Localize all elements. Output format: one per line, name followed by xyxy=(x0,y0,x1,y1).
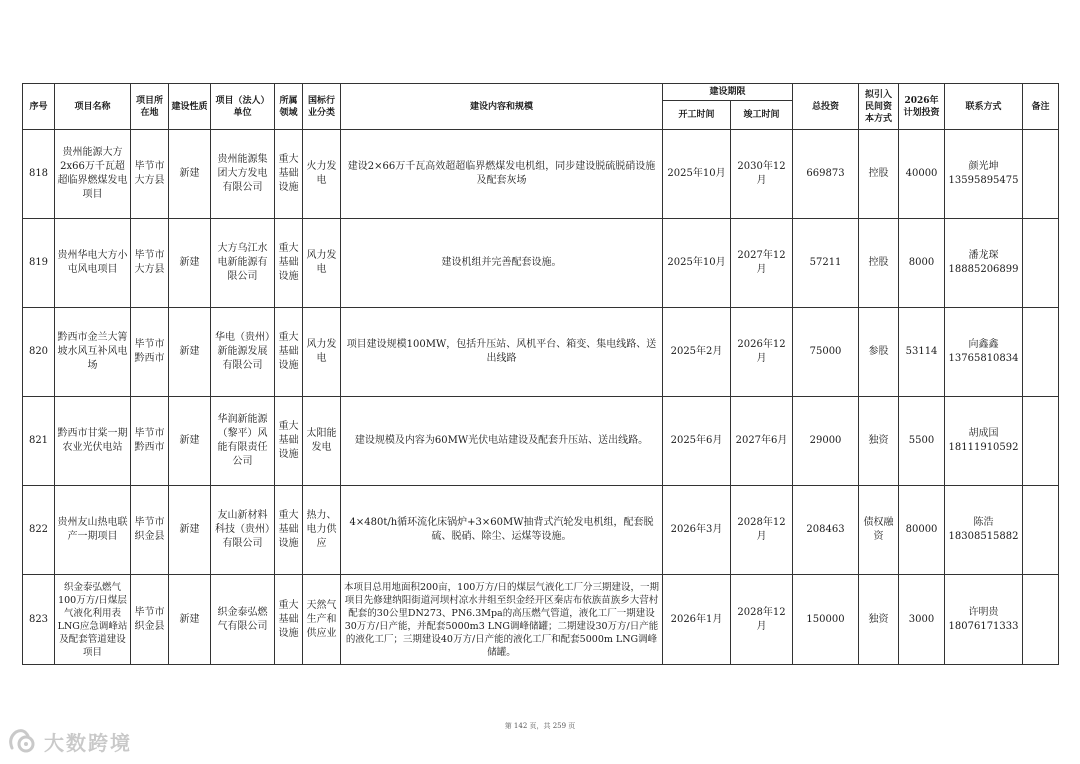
contact-name: 胡成国 xyxy=(968,428,999,439)
cell-remark xyxy=(1023,308,1059,397)
watermark xyxy=(6,726,132,756)
contact-name: 颜光坤 xyxy=(968,161,999,172)
header-location: 项目所在地 xyxy=(131,84,169,130)
cell-start: 2025年10月 xyxy=(663,219,731,308)
contact-name: 潘龙琛 xyxy=(968,250,999,261)
cell-content: 建设规模及内容为60MW光伏电站建设及配套升压站、送出线路。 xyxy=(341,397,663,486)
cell-end: 2028年12月 xyxy=(731,575,793,665)
cell-field: 重大基础设施 xyxy=(275,575,303,665)
cell-nature: 新建 xyxy=(169,397,211,486)
header-field: 所属领域 xyxy=(275,84,303,130)
cell-remark xyxy=(1023,130,1059,219)
header-row-1 xyxy=(23,84,1059,101)
header-nature: 建设性质 xyxy=(169,84,211,130)
cell-remark xyxy=(1023,219,1059,308)
cell-start: 2025年6月 xyxy=(663,397,731,486)
cell-field: 重大基础设施 xyxy=(275,397,303,486)
header-seq: 序号 xyxy=(23,84,55,130)
cell-location: 毕节市织金县 xyxy=(131,575,169,665)
table-row xyxy=(23,130,1059,219)
cell-name: 黔西市金兰大箐坡水风互补风电场 xyxy=(55,308,131,397)
cell-invest: 150000 xyxy=(793,575,859,665)
cell-contact xyxy=(945,308,1023,397)
header-start: 开工时间 xyxy=(663,101,731,130)
cell-nature: 新建 xyxy=(169,575,211,665)
cell-content: 建设机组并完善配套设施。 xyxy=(341,219,663,308)
cell-field: 重大基础设施 xyxy=(275,308,303,397)
cell-end: 2028年12月 xyxy=(731,486,793,575)
cell-contact xyxy=(945,130,1023,219)
cell-plan2026: 40000 xyxy=(899,130,945,219)
cell-private: 控股 xyxy=(859,130,899,219)
cell-private: 参股 xyxy=(859,308,899,397)
cell-field: 重大基础设施 xyxy=(275,219,303,308)
cell-unit: 华电（贵州）新能源发展有限公司 xyxy=(211,308,275,397)
cell-start: 2025年2月 xyxy=(663,308,731,397)
cell-seq: 823 xyxy=(23,575,55,665)
cell-invest: 29000 xyxy=(793,397,859,486)
header-private: 拟引入民间资本方式 xyxy=(859,84,899,130)
cell-unit: 友山新材料科技（贵州）有限公司 xyxy=(211,486,275,575)
cell-contact xyxy=(945,486,1023,575)
contact-name: 向鑫鑫 xyxy=(968,339,999,350)
cell-unit: 贵州能源集团大方发电有限公司 xyxy=(211,130,275,219)
cell-content: 项目建设规模100MW，包括升压站、风机平台、箱变、集电线路、送出线路 xyxy=(341,308,663,397)
cell-private: 控股 xyxy=(859,219,899,308)
cell-nature: 新建 xyxy=(169,486,211,575)
cell-invest: 75000 xyxy=(793,308,859,397)
cell-industry: 太阳能发电 xyxy=(303,397,341,486)
cell-private: 债权融资 xyxy=(859,486,899,575)
cell-seq: 822 xyxy=(23,486,55,575)
cell-location: 毕节市大方县 xyxy=(131,130,169,219)
header-industry: 国标行业分类 xyxy=(303,84,341,130)
cell-end: 2030年12月 xyxy=(731,130,793,219)
cell-nature: 新建 xyxy=(169,130,211,219)
cell-content: 4×480t/h循环流化床锅炉+3×60MW抽背式汽轮发电机组，配套脱硫、脱硝、除尘、运煤等设施。 xyxy=(341,486,663,575)
cell-seq: 819 xyxy=(23,219,55,308)
table-row xyxy=(23,308,1059,397)
cell-nature: 新建 xyxy=(169,219,211,308)
header-contact: 联系方式 xyxy=(945,84,1023,130)
cell-location: 毕节市黔西市 xyxy=(131,308,169,397)
header-remark: 备注 xyxy=(1023,84,1059,130)
cell-location: 毕节市织金县 xyxy=(131,486,169,575)
cell-unit: 大方乌江水电新能源有限公司 xyxy=(211,219,275,308)
cell-industry: 火力发电 xyxy=(303,130,341,219)
header-invest: 总投资 xyxy=(793,84,859,130)
cell-end: 2026年12月 xyxy=(731,308,793,397)
contact-name: 陈浩 xyxy=(973,517,994,528)
cell-plan2026: 53114 xyxy=(899,308,945,397)
cell-plan2026: 8000 xyxy=(899,219,945,308)
contact-name: 许明贵 xyxy=(968,606,999,618)
cell-remark xyxy=(1023,397,1059,486)
contact-phone: 13765810834 xyxy=(948,353,1019,364)
header-name: 项目名称 xyxy=(55,84,131,130)
cell-nature: 新建 xyxy=(169,308,211,397)
header-unit: 项目（法人）单位 xyxy=(211,84,275,130)
cell-remark xyxy=(1023,486,1059,575)
contact-phone: 18111910592 xyxy=(948,442,1019,453)
cell-contact xyxy=(945,575,1023,665)
cell-industry: 天然气生产和供应业 xyxy=(303,575,341,665)
table-row xyxy=(23,486,1059,575)
project-table xyxy=(22,83,1059,665)
contact-phone: 18885206899 xyxy=(948,264,1019,275)
cell-seq: 820 xyxy=(23,308,55,397)
contact-phone: 18076171333 xyxy=(948,620,1019,632)
cell-plan2026: 80000 xyxy=(899,486,945,575)
cell-remark xyxy=(1023,575,1059,665)
cell-industry: 热力、电力供应 xyxy=(303,486,341,575)
cell-unit: 织金泰弘燃气有限公司 xyxy=(211,575,275,665)
contact-phone: 13595895475 xyxy=(948,175,1019,186)
header-plan2026: 2026年计划投资 xyxy=(899,84,945,130)
cell-contact xyxy=(945,219,1023,308)
table-row xyxy=(23,219,1059,308)
cell-start: 2026年3月 xyxy=(663,486,731,575)
cell-seq: 821 xyxy=(23,397,55,486)
header-content: 建设内容和规模 xyxy=(341,84,663,130)
cell-field: 重大基础设施 xyxy=(275,130,303,219)
watermark-text: 大数跨境 xyxy=(44,730,132,755)
cell-content: 本项目总用地面积200亩，100万方/日的煤层气液化工厂分三期建设，一期项目先修建纳阳街道河坝村凉水井组至织金经开区秦店布依族苗族乡大营村配套的30公里DN273、PN6.3Mpa的高压燃气管道，液化工厂一期建设30万方/日产能，并配套5000m3 LNG调峰储罐；二期建设30万方/日产能的液化工厂；三期建设40万方/日产能的液化工厂和配套5000m LNG调峰储罐。 xyxy=(341,575,663,665)
cell-industry: 风力发电 xyxy=(303,219,341,308)
cell-private: 独资 xyxy=(859,397,899,486)
cell-field: 重大基础设施 xyxy=(275,486,303,575)
cell-industry: 风力发电 xyxy=(303,308,341,397)
cell-plan2026: 5500 xyxy=(899,397,945,486)
cell-location: 毕节市大方县 xyxy=(131,219,169,308)
cell-name: 织金泰弘燃气100万方/日煤层气液化利用表LNG应急调峰站及配套管道建设项目 xyxy=(55,575,131,665)
cell-name: 贵州能源大方2x66万千瓦超超临界燃煤发电项目 xyxy=(55,130,131,219)
cell-end: 2027年12月 xyxy=(731,219,793,308)
cell-name: 贵州友山热电联产一期项目 xyxy=(55,486,131,575)
cell-start: 2026年1月 xyxy=(663,575,731,665)
cell-name: 贵州华电大方小屯风电项目 xyxy=(55,219,131,308)
cell-start: 2025年10月 xyxy=(663,130,731,219)
table-row xyxy=(23,575,1059,665)
header-period: 建设期限 xyxy=(663,84,793,101)
cell-private: 独资 xyxy=(859,575,899,665)
header-end: 竣工时间 xyxy=(731,101,793,130)
watermark-logo-icon xyxy=(6,726,40,756)
cell-contact xyxy=(945,397,1023,486)
cell-seq: 818 xyxy=(23,130,55,219)
cell-location: 毕节市黔西市 xyxy=(131,397,169,486)
contact-phone: 18308515882 xyxy=(948,531,1019,542)
cell-name: 黔西市甘棠一期农业光伏电站 xyxy=(55,397,131,486)
cell-plan2026: 3000 xyxy=(899,575,945,665)
cell-end: 2027年6月 xyxy=(731,397,793,486)
cell-unit: 华润新能源（黎平）风能有限责任公司 xyxy=(211,397,275,486)
cell-invest: 669873 xyxy=(793,130,859,219)
page-footer: 第 142 页，共 259 页 xyxy=(504,722,576,730)
table-row xyxy=(23,397,1059,486)
cell-invest: 208463 xyxy=(793,486,859,575)
cell-content: 建设2×66万千瓦高效超超临界燃煤发电机组，同步建设脱硫脱硝设施及配套灰场 xyxy=(341,130,663,219)
cell-invest: 57211 xyxy=(793,219,859,308)
